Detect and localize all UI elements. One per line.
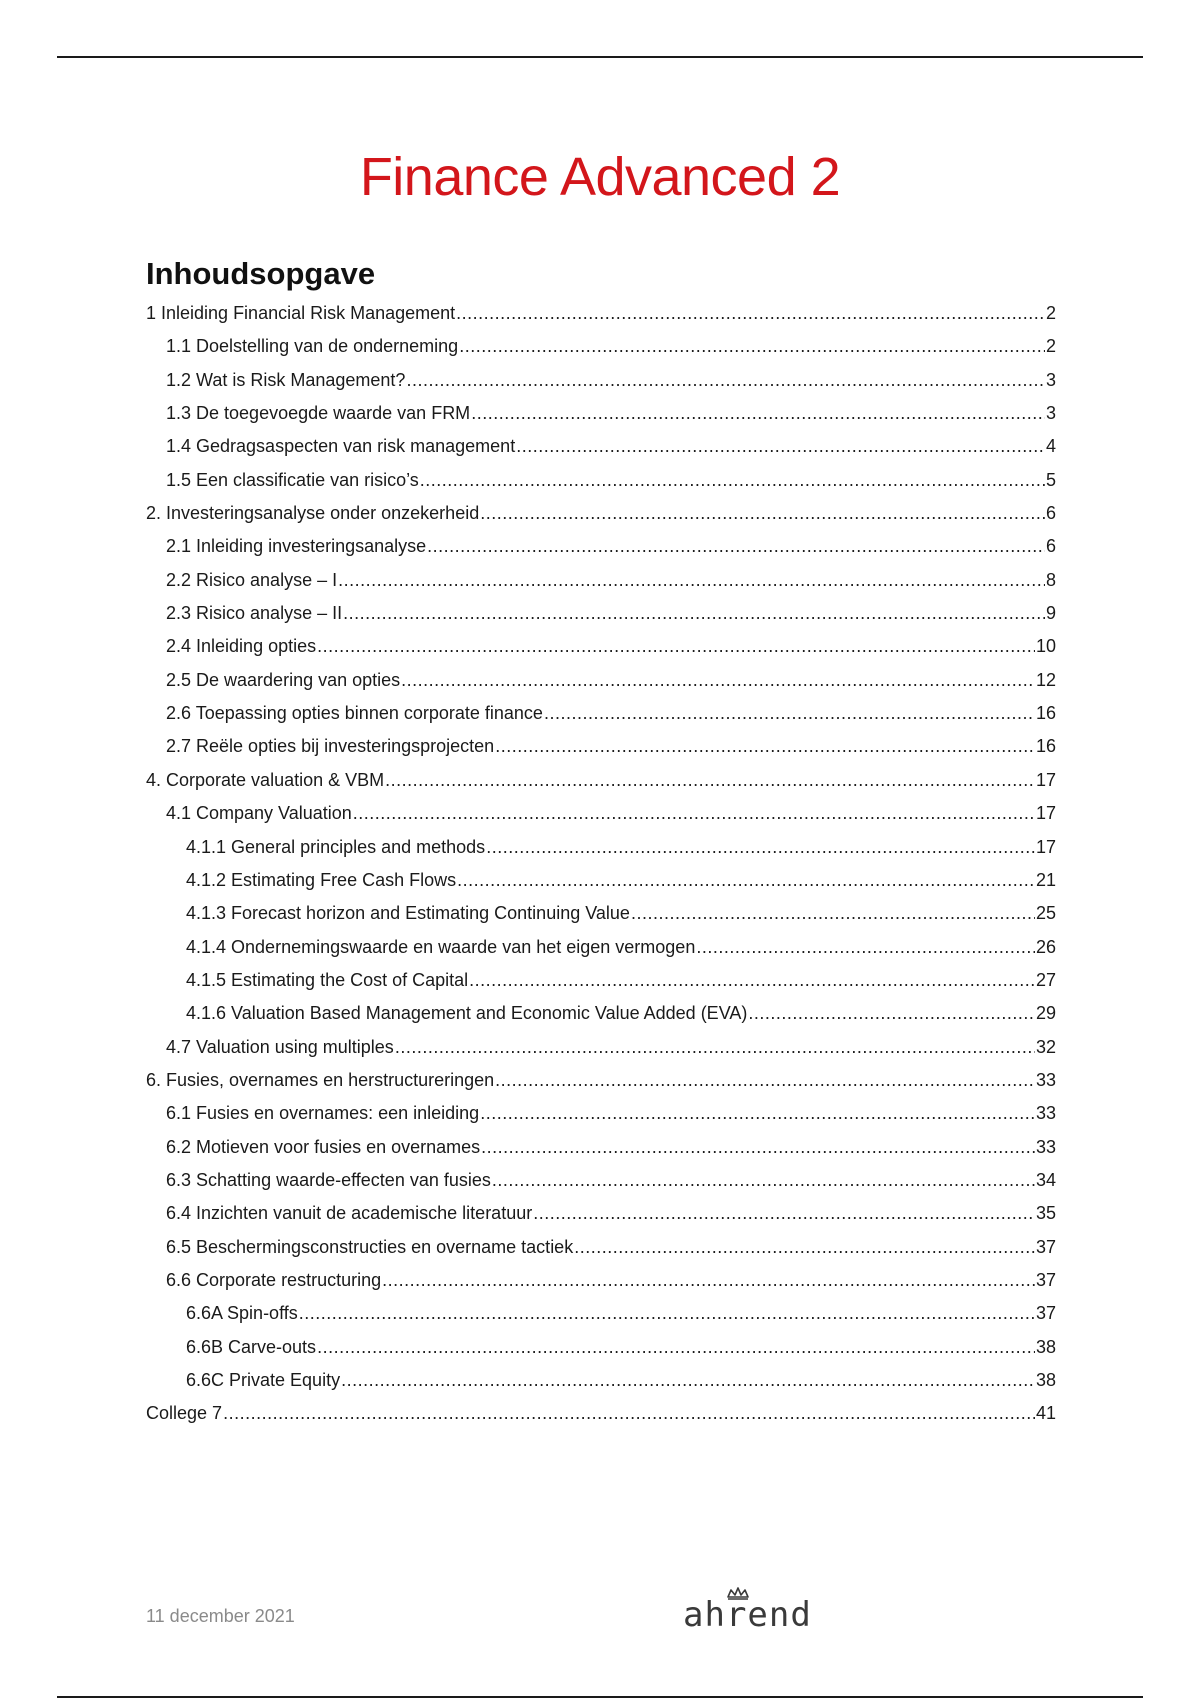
toc-entry-title: 4.1.6 Valuation Based Management and Economic Value Added (EVA) [186,1003,748,1024]
toc-entry-title: 1.3 De toegevoegde waarde van FRM [166,403,471,424]
toc-entry-title: 6.6C Private Equity [186,1370,341,1390]
toc-dot-leader [495,736,1035,757]
toc-page-number: 3 [1045,403,1056,424]
toc-dot-leader [481,1137,1035,1158]
toc-dot-leader [457,870,1035,891]
toc-entry[interactable] [146,1303,1056,1336]
toc-entry-title: 6.6B Carve-outs [186,1336,317,1357]
toc-entry[interactable] [146,603,1056,636]
toc-dot-leader [631,903,1035,924]
toc-page-number: 6 [1045,503,1056,524]
toc-page-number: 6 [1045,536,1056,557]
toc-page-number: 27 [1035,969,1056,990]
toc-entry[interactable] [146,503,1056,536]
toc-dot-leader [544,703,1035,724]
toc-dot-leader [382,1270,1035,1291]
toc-entry[interactable] [146,837,1056,870]
toc-entry[interactable] [146,536,1056,569]
toc-entry-title: 2.7 Reële opties bij investeringsprojecten [166,736,495,757]
toc-dot-leader [574,1237,1035,1258]
toc-page-number: 2 [1045,303,1056,323]
toc-entry[interactable] [146,1103,1056,1136]
toc-entry[interactable] [146,870,1056,903]
toc-entry[interactable] [146,1337,1056,1370]
company-logo [683,1586,828,1636]
toc-page-number: 37 [1035,1236,1056,1257]
toc-entry-title: 4.1.3 Forecast horizon and Estimating Continuing Value [186,903,630,924]
toc-dot-leader [353,803,1035,824]
toc-entry-title: 4.1 Company Valuation [166,803,352,824]
toc-entry-title: 2.4 Inleiding opties [166,636,317,657]
toc-page-number: 16 [1035,703,1056,724]
toc-dot-leader [696,937,1035,958]
toc-entry[interactable] [146,970,1056,1003]
toc-entry-title: 2.2 Risico analyse – I [166,569,338,590]
document-title: Finance Advanced 2 [359,147,841,207]
toc-entry[interactable] [146,336,1056,369]
toc-dot-leader [338,570,1045,591]
toc-heading: Inhoudsopgave [146,256,376,291]
toc-entry-title: 1.5 Een classificatie van risico’s [166,469,419,490]
toc-entry[interactable] [146,636,1056,669]
toc-dot-leader [395,1037,1035,1058]
toc-page-number: 4 [1045,436,1056,457]
toc-page-number: 17 [1035,769,1056,790]
toc-dot-leader [486,837,1035,858]
toc-entry[interactable] [146,403,1056,436]
toc-page-number: 38 [1035,1336,1056,1357]
toc-dot-leader [456,303,1045,324]
toc-page-number: 34 [1035,1169,1056,1190]
toc-entry-title: 6.3 Schatting waarde-effecten van fusies [166,1169,491,1190]
toc-entry-title: 4.1.1 General principles and methods [186,836,486,857]
toc-entry-title: 6.6A Spin-offs [186,1303,298,1324]
toc-entry[interactable] [146,803,1056,836]
toc-entry-title: 6.2 Motieven voor fusies en overnames [166,1136,481,1157]
toc-page-number: 32 [1035,1036,1056,1057]
toc-page-number: 2 [1045,336,1056,357]
toc-dot-leader [471,403,1045,424]
toc-dot-leader [317,1337,1035,1358]
toc-entry[interactable] [146,1070,1056,1103]
logo-wordmark: ahrend [683,1595,812,1635]
toc-entry[interactable] [146,736,1056,769]
toc-entry-title: 2.5 De waardering van opties [166,669,401,690]
toc-dot-leader [406,370,1045,391]
toc-entry-title: 1.1 Doelstelling van de onderneming [166,336,459,357]
toc-dot-leader [299,1303,1035,1324]
toc-page-number: 38 [1035,1370,1056,1390]
toc-entry[interactable] [146,470,1056,503]
toc-entry[interactable] [146,703,1056,736]
toc-dot-leader [480,503,1045,524]
toc-entry-title: 4.1.5 Estimating the Cost of Capital [186,969,469,990]
toc-page-number: 3 [1045,369,1056,390]
toc-dot-leader [401,670,1035,691]
toc-entry[interactable] [146,1370,1056,1403]
toc-entry-title: 1 Inleiding Financial Risk Management [146,303,456,323]
toc-entry-title: 4.1.2 Estimating Free Cash Flows [186,869,457,890]
toc-page-number: 8 [1045,569,1056,590]
toc-entry-title: College 7 [146,1403,223,1424]
toc-dot-leader [385,770,1035,791]
toc-dot-leader [427,536,1045,557]
top-rule [57,56,1143,58]
toc-entry[interactable] [146,1037,1056,1070]
toc-entry[interactable] [146,570,1056,603]
toc-entry[interactable] [146,670,1056,703]
toc-page-number: 25 [1035,903,1056,924]
toc-entry-title: 2.3 Risico analyse – II [166,603,343,624]
toc-page-number: 33 [1035,1136,1056,1157]
toc-entry-title: 4.1.4 Ondernemingswaarde en waarde van het eigen vermogen [186,936,696,957]
toc-page-number: 10 [1035,636,1056,657]
toc-page-number: 41 [1035,1403,1056,1424]
toc-entry-title: 6. Fusies, overnames en herstructureringen [146,1069,495,1090]
toc-dot-leader [533,1203,1035,1224]
toc-entry[interactable] [146,937,1056,970]
toc-page-number: 37 [1035,1269,1056,1290]
toc-dot-leader [459,336,1045,357]
toc-entry-title: 4.7 Valuation using multiples [166,1036,394,1057]
toc-page-number: 16 [1035,736,1056,757]
toc-entry[interactable] [146,436,1056,469]
toc-page-number: 21 [1035,869,1056,890]
toc-page-number: 33 [1035,1069,1056,1090]
toc-entry-title: 2.1 Inleiding investeringsanalyse [166,536,427,557]
toc-entry-title: 6.4 Inzichten vanuit de academische literatuur [166,1203,533,1224]
toc-page-number: 37 [1035,1303,1056,1324]
toc-page-number: 17 [1035,803,1056,824]
toc-entry-title: 4. Corporate valuation & VBM [146,769,385,790]
footer-date: 11 december 2021 [146,1606,295,1626]
toc-page-number: 17 [1035,836,1056,857]
toc-dot-leader [420,470,1045,491]
toc-page-number: 5 [1045,469,1056,490]
toc-entry-title: 6.6 Corporate restructuring [166,1269,382,1290]
toc-dot-leader [341,1370,1035,1391]
toc-entry-title: 6.1 Fusies en overnames: een inleiding [166,1103,480,1124]
toc-entry[interactable] [146,770,1056,803]
toc-page-number: 29 [1035,1003,1056,1024]
toc-dot-leader [495,1070,1035,1091]
toc-entry[interactable] [146,1203,1056,1236]
toc-dot-leader [748,1003,1035,1024]
toc-page-number: 33 [1035,1103,1056,1124]
toc-entry[interactable] [146,1137,1056,1170]
toc-entry-title: 2. Investeringsanalyse onder onzekerheid [146,503,480,524]
toc-page-number: 12 [1035,669,1056,690]
toc-entry[interactable] [146,1237,1056,1270]
toc-entry-title: 6.5 Beschermingsconstructies en overname tactiek [166,1236,574,1257]
toc-dot-leader [492,1170,1035,1191]
toc-dot-leader [469,970,1035,991]
toc-dot-leader [223,1403,1035,1424]
toc-entry-title: 2.6 Toepassing opties binnen corporate finance [166,703,543,724]
toc-entry[interactable] [146,1003,1056,1036]
toc-dot-leader [516,436,1045,457]
toc-page-number: 9 [1045,603,1056,624]
table-of-contents [146,303,1056,1437]
toc-entry[interactable] [146,1170,1056,1203]
toc-entry[interactable] [146,303,1056,336]
toc-entry-title: 1.4 Gedragsaspecten van risk management [166,436,516,457]
toc-entry[interactable] [146,1270,1056,1303]
toc-entry[interactable] [146,1403,1056,1436]
toc-entry[interactable] [146,903,1056,936]
toc-dot-leader [317,636,1035,657]
toc-page-number: 26 [1035,936,1056,957]
toc-dot-leader [480,1103,1035,1124]
toc-dot-leader [343,603,1045,624]
toc-entry[interactable] [146,370,1056,403]
bottom-rule [57,1696,1143,1698]
toc-page-number: 35 [1035,1203,1056,1224]
toc-entry-title: 1.2 Wat is Risk Management? [166,369,406,390]
